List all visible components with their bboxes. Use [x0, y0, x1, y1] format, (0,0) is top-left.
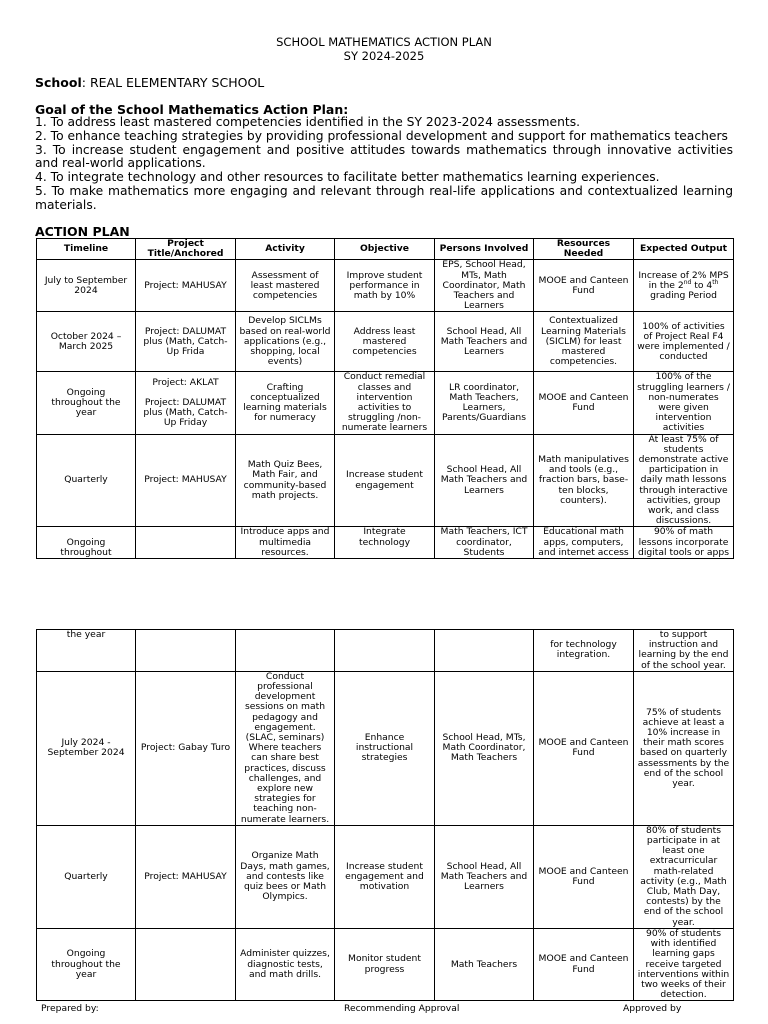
- cell-activity: Introduce apps and multimedia resources.: [236, 527, 335, 559]
- cell-project: Project: DALUMAT plus (Math, Catch-Up Frida: [136, 312, 236, 372]
- cell-activity: Math Quiz Bees, Math Fair, and community-based math projects.: [236, 434, 335, 527]
- output-sup: th: [712, 278, 719, 286]
- cell-project: Project: MAHUSAY: [136, 260, 236, 312]
- cell-project: [136, 928, 236, 1000]
- cell-persons: [435, 630, 534, 672]
- cell-output: At least 75% of students demonstrate active participation in daily math lessons through interactive activities, group work, and class discussions.: [634, 434, 734, 527]
- col-header-timeline: Timeline: [37, 239, 136, 260]
- table-row: [37, 671, 734, 825]
- cell-timeline: October 2024 – March 2025: [37, 312, 136, 372]
- cell-activity: Assessment of least mastered competencies: [236, 260, 335, 312]
- cell-persons: Math Teachers, ICT coordinator, Students: [435, 527, 534, 559]
- cell-timeline: Ongoing throughout the year: [37, 372, 136, 434]
- cell-output: [634, 260, 734, 312]
- table-row: [37, 434, 734, 527]
- school-line: [35, 75, 264, 90]
- cell-persons: EPS, School Head, MTs, Math Coordinator, Math Teachers and Learners: [435, 260, 534, 312]
- cell-output: 90% of students with identified learning gaps receive targeted interventions within two weeks of their detection.: [634, 928, 734, 1000]
- cell-timeline: Quarterly: [37, 825, 136, 928]
- goal-item: 4. To integrate technology and other resources to facilitate better mathematics learning experiences.: [35, 170, 660, 185]
- cell-objective: Address least mastered competencies: [335, 312, 435, 372]
- cell-persons: School Head, All Math Teachers and Learners: [435, 312, 534, 372]
- cell-objective: Improve student performance in math by 10%: [335, 260, 435, 312]
- cell-objective: Monitor student progress: [335, 928, 435, 1000]
- cell-timeline: July to September 2024: [37, 260, 136, 312]
- cell-project: Project: Gabay Turo: [136, 671, 236, 825]
- table-row: [37, 630, 734, 672]
- cell-objective: Enhance instructional strategies: [335, 671, 435, 825]
- table-row: [37, 527, 734, 559]
- cell-activity: [236, 630, 335, 672]
- cell-resources: MOOE and Canteen Fund: [534, 260, 634, 312]
- cell-output: 100% of activities of Project Real F4 were implemented / conducted: [634, 312, 734, 372]
- table-row: [37, 260, 734, 312]
- school-name: : REAL ELEMENTARY SCHOOL: [81, 75, 265, 90]
- cell-activity: Conduct professional development sessions on math pedagogy and engagement. (SLAC, seminars) Where teachers can share best practices, discuss challenges, and explore new strategies for teaching non-numerate learners.: [236, 671, 335, 825]
- cell-output: 75% of students achieve at least a 10% increase in their math scores based on quarterly assessments by the end of the school year.: [634, 671, 734, 825]
- cell-timeline: Ongoing throughout the year: [37, 928, 136, 1000]
- cell-objective: Integrate technology: [335, 527, 435, 559]
- cell-project: [136, 630, 236, 672]
- cell-resources: MOOE and Canteen Fund: [534, 671, 634, 825]
- col-header-resources: Resources Needed: [534, 239, 634, 260]
- cell-objective: Conduct remedial classes and intervention activities to struggling /non-numerate learners: [335, 372, 435, 434]
- cell-activity: Crafting conceptualized learning materials for numeracy: [236, 372, 335, 434]
- cell-resources: Contextualized Learning Materials (SICLM) for least mastered competencies.: [534, 312, 634, 372]
- cell-output: 100% of the struggling learners / non-numerates were given intervention activities: [634, 372, 734, 434]
- action-plan-table-continued: [36, 629, 734, 1001]
- table-header-row: [37, 239, 734, 260]
- cell-resources: MOOE and Canteen Fund: [534, 825, 634, 928]
- cell-persons: School Head, MTs, Math Coordinator, Math Teachers: [435, 671, 534, 825]
- output-text: grading Period: [650, 290, 717, 302]
- output-text: Increase of 2% MPS in the 2: [638, 269, 729, 291]
- col-header-objective: Objective: [335, 239, 435, 260]
- cell-objective: [335, 630, 435, 672]
- school-year: SY 2024-2025: [343, 49, 425, 63]
- cell-resources: Educational math apps, computers, and internet access: [534, 527, 634, 559]
- goals-list: [35, 116, 733, 213]
- document-title: SCHOOL MATHEMATICS ACTION PLAN: [276, 35, 492, 49]
- table-row: [37, 372, 734, 434]
- project-name: Project: DALUMAT plus (Math, Catch-Up Friday: [143, 396, 228, 429]
- cell-activity: Administer quizzes, diagnostic tests, and math drills.: [236, 928, 335, 1000]
- cell-output: 80% of students participate in at least one extracurricular math-related activity (e.g., Math Club, Math Day, contests) by the end of the school year.: [634, 825, 734, 928]
- table-row: [37, 928, 734, 1000]
- cell-resources: MOOE and Canteen Fund: [534, 928, 634, 1000]
- cell-resources: for technology integration.: [534, 630, 634, 672]
- col-header-output: Expected Output: [634, 239, 734, 260]
- cell-persons: School Head, All Math Teachers and Learners: [435, 434, 534, 527]
- cell-objective: Increase student engagement and motivation: [335, 825, 435, 928]
- table-row: [37, 825, 734, 928]
- project-name: Project: AKLAT: [152, 376, 219, 388]
- cell-persons: School Head, All Math Teachers and Learners: [435, 825, 534, 928]
- goal-item: 3. To increase student engagement and positive attitudes towards mathematics through innovative activities and real-world applications.: [35, 142, 733, 171]
- school-label: School: [35, 75, 82, 90]
- cell-objective: Increase student engagement: [335, 434, 435, 527]
- cell-timeline: Quarterly: [37, 434, 136, 527]
- output-sup: nd: [683, 278, 692, 286]
- cell-project: [136, 527, 236, 559]
- cell-activity: Organize Math Days, math games, and contests like quiz bees or Math Olympics.: [236, 825, 335, 928]
- approved-by-label: Approved by: [623, 1003, 682, 1014]
- cell-project: Project: MAHUSAY: [136, 434, 236, 527]
- action-plan-heading: ACTION PLAN: [35, 224, 130, 239]
- goal-item: 5. To make mathematics more engaging and relevant through real-life applications and contextualized learning materials.: [35, 183, 733, 212]
- cell-persons: Math Teachers: [435, 928, 534, 1000]
- cell-timeline: July 2024 - September 2024: [37, 671, 136, 825]
- goal-item: 2. To enhance teaching strategies by providing professional development and support for mathematics teachers: [35, 128, 728, 143]
- cell-activity: Develop SICLMs based on real-world applications (e.g., shopping, local events): [236, 312, 335, 372]
- cell-project: Project: MAHUSAY: [136, 825, 236, 928]
- cell-output: 90% of math lessons incorporate digital tools or apps: [634, 527, 734, 559]
- goal-item: 1. To address least mastered competencies identified in the SY 2023-2024 assessments.: [35, 115, 581, 129]
- col-header-persons: Persons Involved: [435, 239, 534, 260]
- cell-output: to support instruction and learning by the end of the school year.: [634, 630, 734, 672]
- cell-timeline: the year: [37, 630, 136, 672]
- recommending-approval-label: Recommending Approval: [344, 1003, 460, 1014]
- col-header-project: Project Title/Anchored: [136, 239, 236, 260]
- cell-persons: LR coordinator, Math Teachers, Learners, Parents/Guardians: [435, 372, 534, 434]
- cell-project: [136, 372, 236, 434]
- cell-resources: Math manipulatives and tools (e.g., fraction bars, base-ten blocks, counters).: [534, 434, 634, 527]
- action-plan-table: [36, 238, 734, 559]
- col-header-activity: Activity: [236, 239, 335, 260]
- cell-resources: MOOE and Canteen Fund: [534, 372, 634, 434]
- cell-timeline: Ongoing throughout: [37, 527, 136, 559]
- table-row: [37, 312, 734, 372]
- goals-heading: Goal of the School Mathematics Action Plan:: [35, 102, 349, 117]
- output-text: to 4: [691, 279, 713, 291]
- prepared-by-label: Prepared by:: [41, 1003, 99, 1014]
